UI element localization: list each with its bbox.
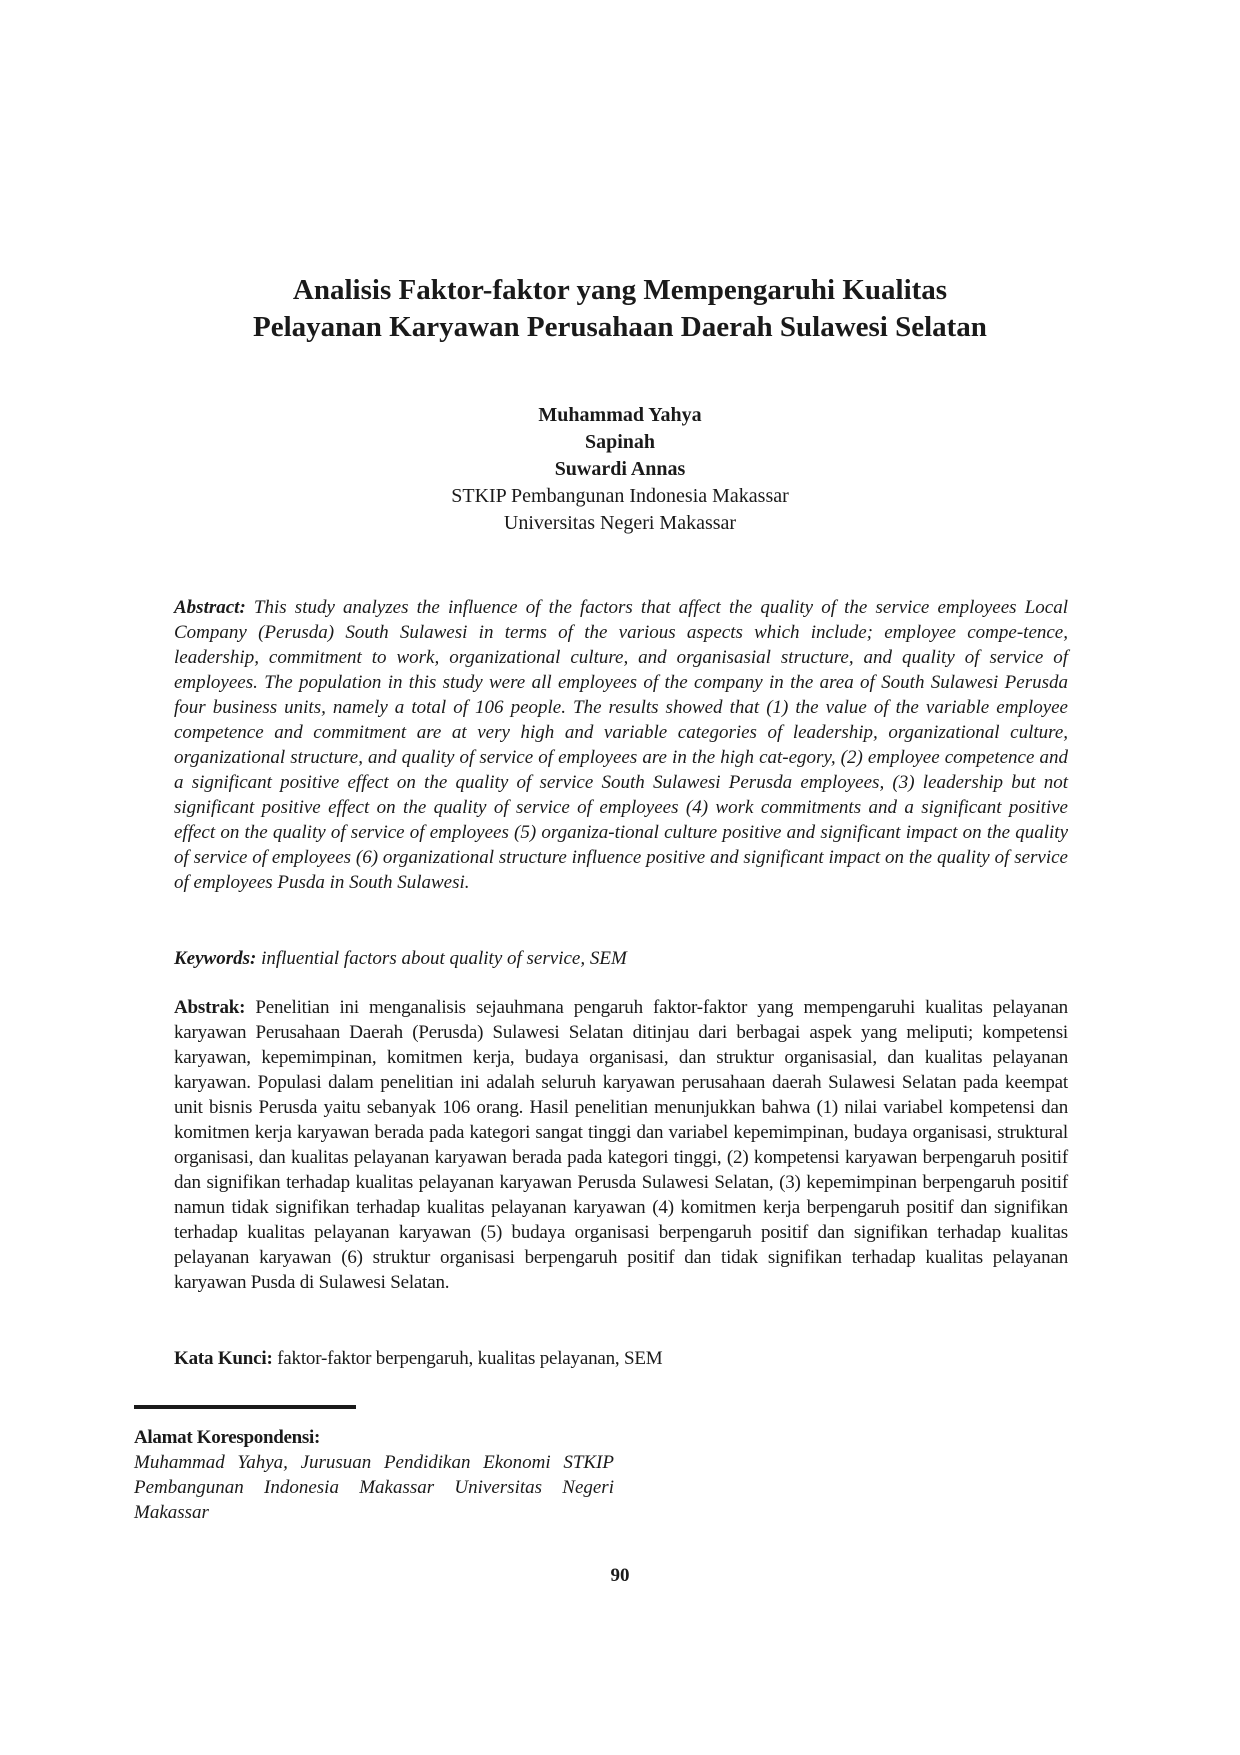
correspondence-label: Alamat Korespondensi: bbox=[134, 1427, 321, 1448]
abstract-indonesian-label: Abstrak: bbox=[174, 997, 246, 1018]
correspondence-block bbox=[134, 1425, 614, 1525]
abstract-english-text: This study analyzes the influence of the factors that affect the quality of the service employees Local Company (Perusda) South Sulawesi in terms of the various aspects which include; employee compe-tence, leadership, commitment to work, organizational culture, and organisasial structure, and quality of service of employees. The population in this study were all employees of the company in the area of South Sulawesi Perusda four business units, namely a total of 106 people. The results showed that (1) the value of the variable employee competence and commitment are at very high and variable categories of leadership, organizational culture, organizational structure, and quality of service of employees are in the high cat-egory, (2) employee competence and a significant positive effect on the quality of service South Sulawesi Perusda employees, (3) leadership but not significant positive effect on the quality of service of employees (4) work commitments and a significant positive effect on the quality of service of employees (5) organiza-tional culture positive and significant impact on the quality of service of employees (6) organizational structure influence positive and significant impact on the quality of service of employees Pusda in South Sulawesi. bbox=[174, 597, 1068, 893]
paper-title bbox=[150, 272, 1090, 346]
author-name: Sapinah bbox=[584, 431, 656, 453]
title-line: Analisis Faktor-faktor yang Mempengaruhi Kualitas bbox=[292, 274, 948, 306]
author-block bbox=[300, 402, 940, 537]
keywords-english-text: influential factors about quality of service, SEM bbox=[256, 948, 627, 969]
abstract-english-label: Abstract: bbox=[174, 597, 246, 618]
title-line: Pelayanan Karyawan Perusahaan Daerah Sulawesi Selatan bbox=[253, 311, 987, 343]
keywords-english-label: Keywords: bbox=[174, 948, 257, 969]
keywords-english bbox=[174, 946, 1068, 971]
keywords-indonesian-label: Kata Kunci: bbox=[174, 1348, 273, 1369]
author-name: Suwardi Annas bbox=[554, 458, 686, 480]
affiliation: Universitas Negeri Makassar bbox=[503, 512, 737, 534]
correspondence-address: Muhammad Yahya, Jurusuan Pendidikan Ekonomi STKIP Pembangunan Indonesia Makassar Universitas Negeri Makassar bbox=[134, 1452, 614, 1523]
keywords-indonesian-text: faktor-faktor berpengaruh, kualitas pelayanan, SEM bbox=[272, 1348, 663, 1369]
footnote-divider bbox=[134, 1405, 356, 1409]
abstract-indonesian bbox=[174, 995, 1068, 1295]
abstract-indonesian-text: Penelitian ini menganalisis sejauhmana pengaruh faktor-faktor yang mempengaruhi kualitas pelayanan karyawan Perusahaan Daerah (Perusda) Sulawesi Selatan ditinjau dari berbagai aspek yang meliputi; kompetensi karyawan, kepemimpinan, komitmen kerja, budaya organisasi, dan struktur organisasial, dan kualitas pelayanan karyawan. Populasi dalam penelitian ini adalah seluruh karyawan perusahaan daerah Sulawesi Selatan pada keempat unit bisnis Perusda yaitu sebanyak 106 orang. Hasil penelitian menunjukkan bahwa (1) nilai variabel kompetensi dan komitmen kerja karyawan berada pada kategori sangat tinggi dan variabel kepemimpinan, budaya organisasi, struktural organisasi, dan kualitas pelayanan karyawan berada pada kategori tinggi, (2) kompetensi karyawan berpengaruh positif dan signifikan terhadap kualitas pelayanan karyawan Perusda Sulawesi Selatan, (3) kepemimpinan berpengaruh positif namun tidak signifikan terhadap kualitas pelayanan karyawan (4) komitmen kerja berpengaruh positif dan signifikan terhadap kualitas pelayanan karyawan (5) budaya organisasi berpengaruh positif dan signifikan terhadap kualitas pelayanan karyawan (6) struktur organisasi berpengaruh positif dan tidak signifikan terhadap kualitas pelayanan karyawan Pusda di Sulawesi Selatan. bbox=[174, 997, 1068, 1293]
page-number: 90 bbox=[610, 1565, 630, 1586]
abstract-english bbox=[174, 595, 1068, 895]
keywords-indonesian bbox=[174, 1346, 1068, 1371]
author-name: Muhammad Yahya bbox=[538, 404, 702, 426]
affiliation: STKIP Pembangunan Indonesia Makassar bbox=[451, 485, 789, 507]
